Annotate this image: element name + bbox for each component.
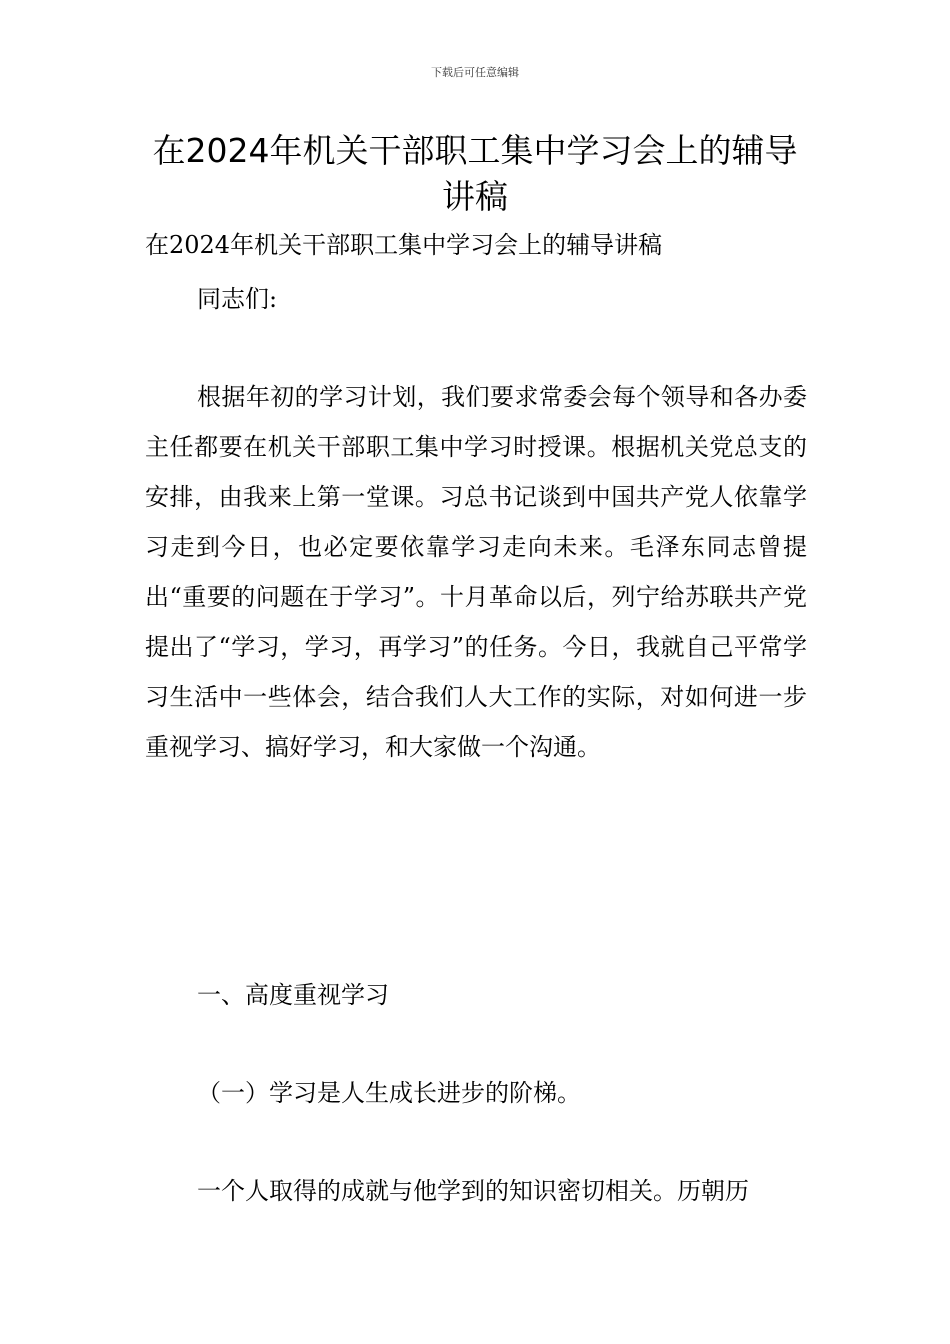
document-title: 在2024年机关干部职工集中学习会上的辅导讲稿 [152, 131, 798, 216]
salutation: 同志们: [197, 285, 278, 313]
closing-paragraph: 一个人取得的成就与他学到的知识密切相关。历朝历 [197, 1177, 749, 1205]
subsection-heading: （一）学习是人生成长进步的阶梯。 [197, 1079, 581, 1107]
header-note: 下载后可任意编辑 [431, 66, 519, 79]
section-heading: 一、高度重视学习 [197, 981, 389, 1009]
document-subtitle: 在2024年机关干部职工集中学习会上的辅导讲稿 [145, 231, 663, 259]
intro-paragraph: 根据年初的学习计划，我们要求常委会每个领导和各办委主任都要在机关干部职工集中学习时授课。根据机关党总支的安排，由我来上第一堂课。习总书记谈到中国共产党人依靠学习走到今日，也必定要依靠学习走向未来。毛泽东同志曾提出“重要的问题在于学习”。十月革命以后，列宁给苏联共产党提出了“学习，学习，再学习”的任务。今日，我就自己平常学习生活中一些体会，结合我们人大工作的实际，对如何进一步重视学习、搞好学习，和大家做一个沟通。 [145, 383, 807, 761]
